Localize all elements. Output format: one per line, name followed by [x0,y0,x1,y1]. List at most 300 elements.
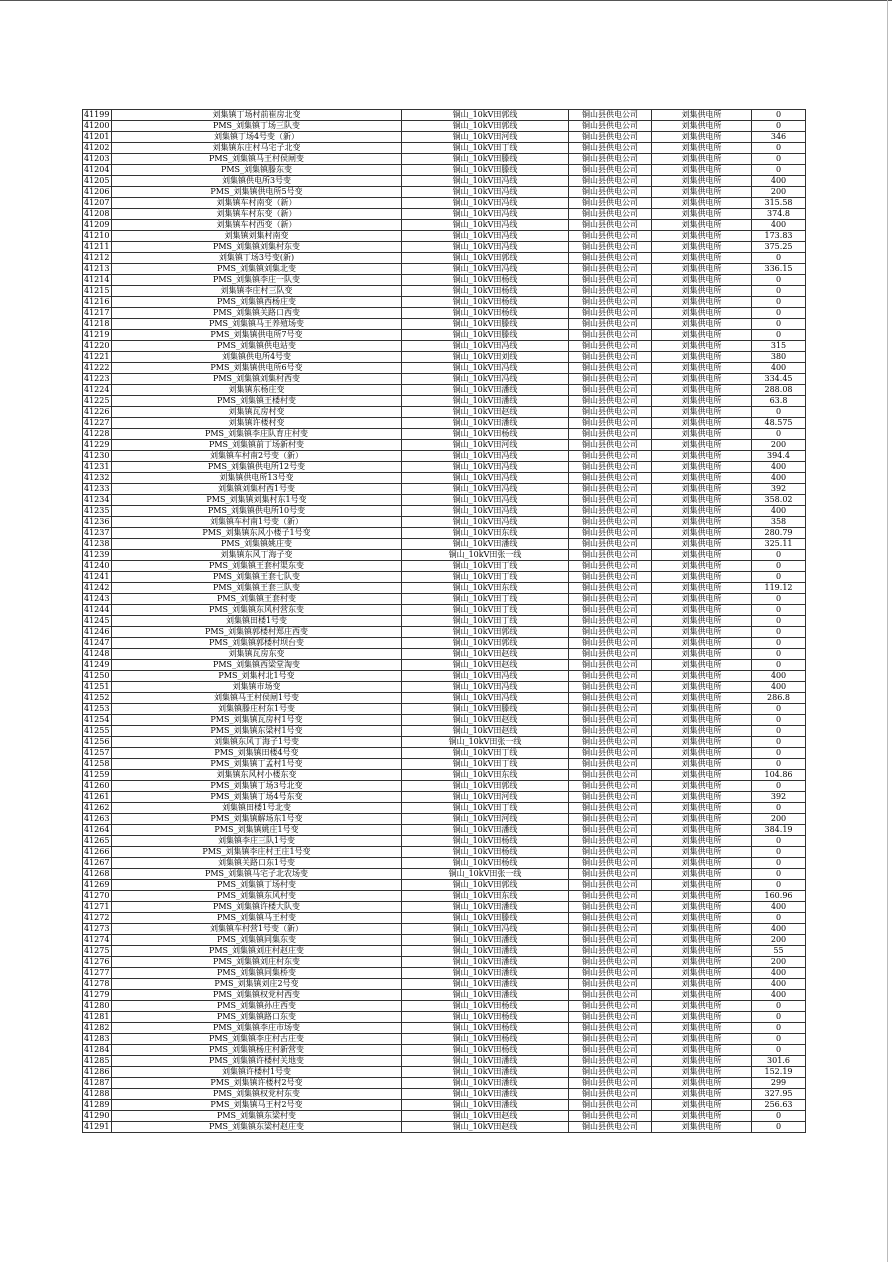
cell-capacity: 0 [752,121,806,132]
cell-capacity: 0 [752,286,806,297]
cell-line: 铜山_10kV田潘线 [402,946,569,957]
cell-capacity: 0 [752,308,806,319]
cell-transformer-name: PMS_刘集镇东梁村变 [112,1111,402,1122]
cell-station: 刘集供电所 [652,935,752,946]
cell-station: 刘集供电所 [652,264,752,275]
cell-station: 刘集供电所 [652,1056,752,1067]
cell-station: 刘集供电所 [652,451,752,462]
cell-company: 铜山县供电公司 [569,1111,652,1122]
cell-id: 41284 [83,1045,112,1056]
table-row [83,1122,806,1133]
cell-transformer-name: PMS_刘集镇刘庄村赵庄变 [112,946,402,957]
cell-station: 刘集供电所 [652,891,752,902]
cell-station: 刘集供电所 [652,132,752,143]
cell-station: 刘集供电所 [652,572,752,583]
cell-line: 铜山_10kV田潘线 [402,990,569,1001]
cell-line: 铜山_10kV田潘线 [402,935,569,946]
cell-transformer-name: PMS_刘集镇马王村2号变 [112,1100,402,1111]
cell-company: 铜山县供电公司 [569,198,652,209]
cell-line: 铜山_10kV田东线 [402,583,569,594]
cell-id: 41208 [83,209,112,220]
cell-station: 刘集供电所 [652,1012,752,1023]
cell-transformer-name: PMS_刘集镇东风小楼子1号变 [112,528,402,539]
table-row [83,891,806,902]
cell-id: 41245 [83,616,112,627]
cell-capacity: 0 [752,605,806,616]
cell-company: 铜山县供电公司 [569,352,652,363]
cell-transformer-name: 刘集镇东杨庄变 [112,385,402,396]
cell-line: 铜山_10kV田东线 [402,528,569,539]
table-row [83,781,806,792]
table-row [83,308,806,319]
table-row [83,990,806,1001]
cell-id: 41211 [83,242,112,253]
table-row [83,264,806,275]
cell-line: 铜山_10kV田滕线 [402,319,569,330]
cell-id: 41256 [83,737,112,748]
cell-transformer-name: PMS_刘集镇同集桥变 [112,968,402,979]
cell-id: 41229 [83,440,112,451]
cell-company: 铜山县供电公司 [569,957,652,968]
cell-id: 41218 [83,319,112,330]
cell-capacity: 327.95 [752,1089,806,1100]
table-row [83,110,806,121]
table-row [83,220,806,231]
cell-capacity: 200 [752,814,806,825]
table-row [83,968,806,979]
cell-company: 铜山县供电公司 [569,187,652,198]
cell-company: 铜山县供电公司 [569,649,652,660]
cell-id: 41268 [83,869,112,880]
cell-station: 刘集供电所 [652,517,752,528]
cell-station: 刘集供电所 [652,869,752,880]
cell-station: 刘集供电所 [652,979,752,990]
cell-id: 41291 [83,1122,112,1133]
cell-station: 刘集供电所 [652,198,752,209]
cell-company: 铜山县供电公司 [569,165,652,176]
table-row [83,1045,806,1056]
cell-station: 刘集供电所 [652,649,752,660]
cell-id: 41240 [83,561,112,572]
cell-company: 铜山县供电公司 [569,1122,652,1133]
cell-line: 铜山_10kV田冯线 [402,374,569,385]
cell-capacity: 394.4 [752,451,806,462]
cell-line: 铜山_10kV田丁线 [402,561,569,572]
cell-line: 铜山_10kV田冯线 [402,506,569,517]
cell-line: 铜山_10kV田郭线 [402,627,569,638]
cell-capacity: 0 [752,165,806,176]
cell-company: 铜山县供电公司 [569,726,652,737]
table-row [83,462,806,473]
cell-capacity: 374.8 [752,209,806,220]
cell-station: 刘集供电所 [652,770,752,781]
cell-id: 41207 [83,198,112,209]
cell-line: 铜山_10kV田杨线 [402,1023,569,1034]
cell-capacity: 119.12 [752,583,806,594]
cell-id: 41223 [83,374,112,385]
cell-id: 41257 [83,748,112,759]
cell-company: 铜山县供电公司 [569,836,652,847]
cell-company: 铜山县供电公司 [569,682,652,693]
cell-transformer-name: PMS_刘集镇路口东变 [112,1012,402,1023]
cell-transformer-name: 刘集镇供电所13号变 [112,473,402,484]
cell-transformer-name: 刘集镇丁场3号变(新) [112,253,402,264]
cell-company: 铜山县供电公司 [569,132,652,143]
cell-id: 41272 [83,913,112,924]
cell-company: 铜山县供电公司 [569,220,652,231]
cell-id: 41282 [83,1023,112,1034]
cell-line: 铜山_10kV田杨线 [402,286,569,297]
cell-capacity: 0 [752,1001,806,1012]
table-row [83,1067,806,1078]
cell-id: 41253 [83,704,112,715]
cell-capacity: 0 [752,880,806,891]
cell-line: 铜山_10kV田冯线 [402,671,569,682]
cell-company: 铜山县供电公司 [569,891,652,902]
cell-line: 铜山_10kV田杨线 [402,297,569,308]
cell-station: 刘集供电所 [652,1078,752,1089]
cell-station: 刘集供电所 [652,187,752,198]
cell-capacity: 400 [752,671,806,682]
cell-transformer-name: 刘集镇李庄村三队变 [112,286,402,297]
table-row [83,649,806,660]
cell-line: 铜山_10kV田丁线 [402,572,569,583]
cell-company: 铜山县供电公司 [569,1034,652,1045]
cell-capacity: 173.83 [752,231,806,242]
cell-company: 铜山县供电公司 [569,913,652,924]
cell-capacity: 104.86 [752,770,806,781]
table-row [83,759,806,770]
cell-station: 刘集供电所 [652,539,752,550]
table-row [83,473,806,484]
cell-id: 41209 [83,220,112,231]
cell-station: 刘集供电所 [652,1001,752,1012]
cell-capacity: 0 [752,704,806,715]
cell-company: 铜山县供电公司 [569,297,652,308]
table-row [83,858,806,869]
cell-company: 铜山县供电公司 [569,407,652,418]
table-row [83,517,806,528]
cell-transformer-name: PMS_刘集镇滕东变 [112,165,402,176]
cell-company: 铜山县供电公司 [569,561,652,572]
table-row [83,385,806,396]
cell-company: 铜山县供电公司 [569,528,652,539]
cell-id: 41221 [83,352,112,363]
cell-station: 刘集供电所 [652,352,752,363]
cell-company: 铜山县供电公司 [569,803,652,814]
cell-id: 41251 [83,682,112,693]
table-row [83,1001,806,1012]
cell-capacity: 0 [752,154,806,165]
cell-capacity: 0 [752,297,806,308]
cell-line: 铜山_10kV田赵线 [402,407,569,418]
cell-id: 41203 [83,154,112,165]
cell-transformer-name: 刘集镇车村东变（新） [112,209,402,220]
cell-company: 铜山县供电公司 [569,506,652,517]
cell-station: 刘集供电所 [652,759,752,770]
cell-id: 41260 [83,781,112,792]
cell-station: 刘集供电所 [652,484,752,495]
cell-station: 刘集供电所 [652,803,752,814]
cell-company: 铜山县供电公司 [569,385,652,396]
table-row [83,704,806,715]
cell-station: 刘集供电所 [652,418,752,429]
cell-station: 刘集供电所 [652,682,752,693]
cell-transformer-name: 刘集镇车村南2号变（新） [112,451,402,462]
cell-line: 铜山_10kV田潘线 [402,1056,569,1067]
cell-transformer-name: PMS_刘集镇王套村渠东变 [112,561,402,572]
cell-line: 铜山_10kV田东线 [402,770,569,781]
cell-capacity: 200 [752,957,806,968]
table-row [83,1034,806,1045]
table-row [83,341,806,352]
cell-id: 41227 [83,418,112,429]
cell-transformer-name: PMS_刘集镇供电站变 [112,341,402,352]
table-row [83,506,806,517]
cell-transformer-name: 刘集镇车村西变（新） [112,220,402,231]
cell-id: 41226 [83,407,112,418]
cell-transformer-name: PMS_刘集镇供电所6号变 [112,363,402,374]
cell-transformer-name: 刘集镇马王村侯闸1号变 [112,693,402,704]
cell-station: 刘集供电所 [652,253,752,264]
cell-company: 铜山县供电公司 [569,341,652,352]
table-row [83,1111,806,1122]
cell-transformer-name: PMS_刘集镇马宅子北农场变 [112,869,402,880]
cell-capacity: 0 [752,253,806,264]
table-row [83,682,806,693]
cell-line: 铜山_10kV田冯线 [402,264,569,275]
cell-capacity: 325.11 [752,539,806,550]
cell-line: 铜山_10kV田冯线 [402,220,569,231]
cell-transformer-name: PMS_刘集镇权党村东变 [112,1089,402,1100]
cell-id: 41287 [83,1078,112,1089]
cell-id: 41249 [83,660,112,671]
cell-transformer-name: 刘集镇市场变 [112,682,402,693]
table-row [83,495,806,506]
cell-station: 刘集供电所 [652,825,752,836]
table-row [83,396,806,407]
cell-transformer-name: PMS_刘集镇丁场4号东变 [112,792,402,803]
cell-capacity: 0 [752,1012,806,1023]
cell-company: 铜山县供电公司 [569,484,652,495]
cell-transformer-name: 刘集镇供电所4号变 [112,352,402,363]
cell-line: 铜山_10kV田潘线 [402,957,569,968]
cell-station: 刘集供电所 [652,374,752,385]
cell-station: 刘集供电所 [652,440,752,451]
cell-station: 刘集供电所 [652,924,752,935]
cell-capacity: 280.79 [752,528,806,539]
cell-transformer-name: PMS_刘集镇马王村侯闸变 [112,154,402,165]
cell-company: 铜山县供电公司 [569,671,652,682]
cell-station: 刘集供电所 [652,385,752,396]
cell-transformer-name: PMS_刘集镇王套七队变 [112,572,402,583]
cell-company: 铜山县供电公司 [569,418,652,429]
cell-id: 41259 [83,770,112,781]
cell-id: 41233 [83,484,112,495]
cell-id: 41250 [83,671,112,682]
cell-station: 刘集供电所 [652,792,752,803]
cell-capacity: 299 [752,1078,806,1089]
cell-capacity: 0 [752,330,806,341]
cell-transformer-name: PMS_刘集镇李庄队育庄村变 [112,429,402,440]
cell-company: 铜山县供电公司 [569,858,652,869]
table-row [83,1023,806,1034]
table-row [83,165,806,176]
table-row [83,154,806,165]
table-row [83,297,806,308]
cell-id: 41238 [83,539,112,550]
cell-capacity: 400 [752,968,806,979]
cell-transformer-name: 刘集镇许楼村变 [112,418,402,429]
cell-line: 铜山_10kV田郭线 [402,638,569,649]
cell-company: 铜山县供电公司 [569,539,652,550]
cell-line: 铜山_10kV田冯线 [402,187,569,198]
cell-line: 铜山_10kV田潘线 [402,1078,569,1089]
cell-line: 铜山_10kV田冯线 [402,682,569,693]
cell-transformer-name: PMS_刘集镇供电所7号变 [112,330,402,341]
cell-line: 铜山_10kV田潘线 [402,385,569,396]
cell-line: 铜山_10kV田刘线 [402,352,569,363]
cell-transformer-name: 刘集镇李庄三队1号变 [112,836,402,847]
cell-transformer-name: PMS_刘集村北1号变 [112,671,402,682]
cell-transformer-name: PMS_刘集镇东梁村赵庄变 [112,1122,402,1133]
cell-id: 41273 [83,924,112,935]
table-row [83,572,806,583]
cell-capacity: 0 [752,649,806,660]
table-row [83,946,806,957]
cell-id: 41224 [83,385,112,396]
table-row [83,242,806,253]
cell-transformer-name: 刘集镇许楼村1号变 [112,1067,402,1078]
cell-transformer-name: 刘集镇丁场村前崔房北变 [112,110,402,121]
cell-capacity: 48.575 [752,418,806,429]
cell-station: 刘集供电所 [652,429,752,440]
cell-line: 铜山_10kV田丁线 [402,748,569,759]
cell-company: 铜山县供电公司 [569,1100,652,1111]
cell-station: 刘集供电所 [652,506,752,517]
table-row [83,1078,806,1089]
cell-id: 41216 [83,297,112,308]
cell-capacity: 400 [752,990,806,1001]
cell-station: 刘集供电所 [652,154,752,165]
cell-station: 刘集供电所 [652,1111,752,1122]
cell-station: 刘集供电所 [652,1034,752,1045]
cell-capacity: 200 [752,187,806,198]
cell-capacity: 400 [752,473,806,484]
cell-capacity: 0 [752,781,806,792]
table-row [83,627,806,638]
table-row [83,561,806,572]
cell-id: 41258 [83,759,112,770]
cell-transformer-name: PMS_刘集镇李庄村古庄变 [112,1034,402,1045]
cell-transformer-name: PMS_刘集镇权党村西变 [112,990,402,1001]
cell-station: 刘集供电所 [652,616,752,627]
cell-line: 铜山_10kV田河线 [402,440,569,451]
cell-station: 刘集供电所 [652,594,752,605]
cell-id: 41200 [83,121,112,132]
cell-station: 刘集供电所 [652,121,752,132]
table-row [83,440,806,451]
cell-company: 铜山县供电公司 [569,253,652,264]
cell-station: 刘集供电所 [652,781,752,792]
cell-station: 刘集供电所 [652,275,752,286]
cell-station: 刘集供电所 [652,495,752,506]
cell-company: 铜山县供电公司 [569,451,652,462]
cell-company: 铜山县供电公司 [569,517,652,528]
cell-company: 铜山县供电公司 [569,110,652,121]
cell-line: 铜山_10kV田冯线 [402,451,569,462]
cell-id: 41285 [83,1056,112,1067]
cell-company: 铜山县供电公司 [569,583,652,594]
cell-id: 41248 [83,649,112,660]
cell-id: 41254 [83,715,112,726]
cell-transformer-name: PMS_刘集镇马王养殖场变 [112,319,402,330]
cell-company: 铜山县供电公司 [569,286,652,297]
table-row [83,1100,806,1111]
right-border-line [887,0,888,1262]
cell-company: 铜山县供电公司 [569,770,652,781]
cell-transformer-name: PMS_刘集镇郭楼村坝台变 [112,638,402,649]
cell-id: 41286 [83,1067,112,1078]
cell-line: 铜山_10kV田杨线 [402,1045,569,1056]
table-row [83,715,806,726]
cell-company: 铜山县供电公司 [569,275,652,286]
cell-capacity: 400 [752,462,806,473]
cell-capacity: 380 [752,352,806,363]
cell-station: 刘集供电所 [652,660,752,671]
cell-capacity: 0 [752,1111,806,1122]
cell-line: 铜山_10kV田河线 [402,792,569,803]
cell-line: 铜山_10kV田滕线 [402,913,569,924]
cell-transformer-name: PMS_刘集镇东风村营东变 [112,605,402,616]
cell-station: 刘集供电所 [652,341,752,352]
transformer-table [82,109,806,1133]
table-row [83,209,806,220]
cell-capacity: 160.96 [752,891,806,902]
table-row [83,275,806,286]
cell-capacity: 400 [752,363,806,374]
cell-line: 铜山_10kV田赵线 [402,1111,569,1122]
table-row [83,605,806,616]
cell-capacity: 336.15 [752,264,806,275]
cell-company: 铜山县供电公司 [569,308,652,319]
cell-capacity: 0 [752,1023,806,1034]
table-row [83,924,806,935]
cell-capacity: 0 [752,869,806,880]
cell-company: 铜山县供电公司 [569,374,652,385]
cell-line: 铜山_10kV田滕线 [402,165,569,176]
cell-capacity: 0 [752,572,806,583]
cell-transformer-name: PMS_刘集镇王楼村变 [112,396,402,407]
cell-company: 铜山县供电公司 [569,429,652,440]
cell-company: 铜山县供电公司 [569,979,652,990]
cell-id: 41222 [83,363,112,374]
cell-station: 刘集供电所 [652,319,752,330]
cell-capacity: 392 [752,792,806,803]
cell-company: 铜山县供电公司 [569,704,652,715]
table-row [83,583,806,594]
cell-line: 铜山_10kV田郭线 [402,110,569,121]
cell-company: 铜山县供电公司 [569,781,652,792]
cell-capacity: 63.8 [752,396,806,407]
cell-capacity: 152.19 [752,1067,806,1078]
cell-capacity: 0 [752,836,806,847]
cell-line: 铜山_10kV田河线 [402,814,569,825]
cell-line: 铜山_10kV田滕线 [402,330,569,341]
table-row [83,121,806,132]
cell-station: 刘集供电所 [652,1067,752,1078]
cell-id: 41205 [83,176,112,187]
